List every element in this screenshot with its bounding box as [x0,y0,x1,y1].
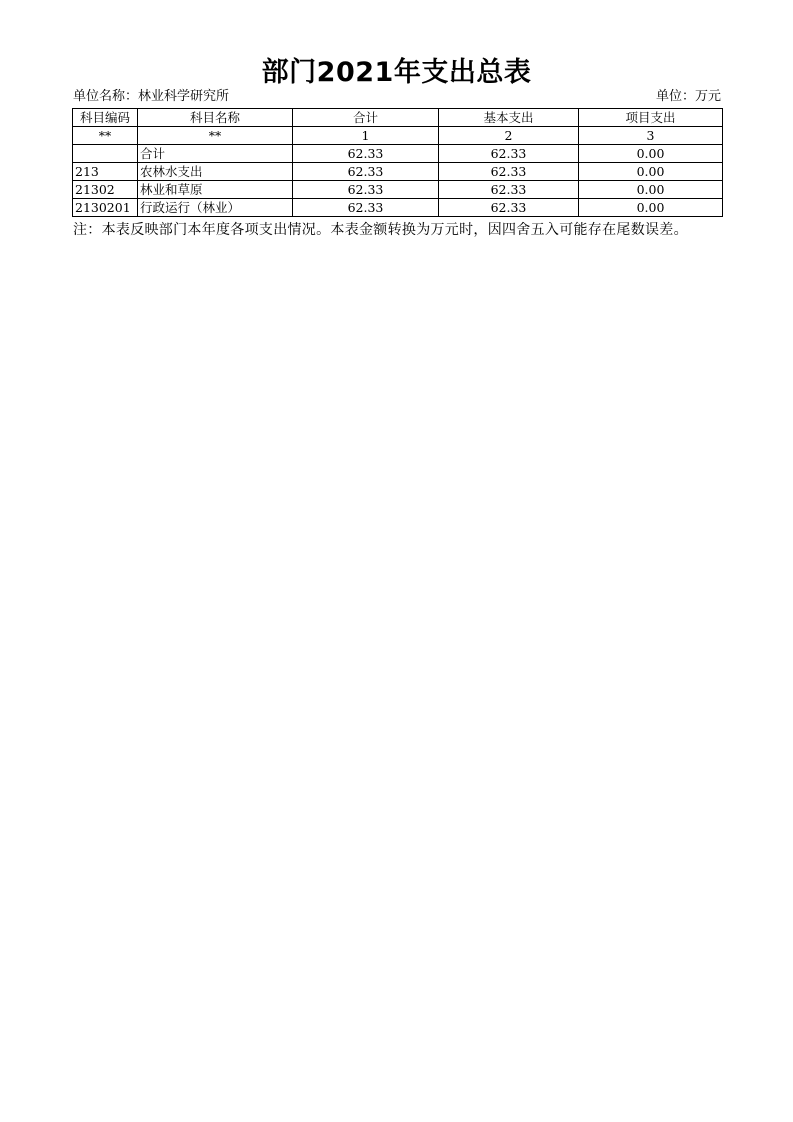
footnote: 注：本表反映部门本年度各项支出情况。本表金额转换为万元时，因四舍五入可能存在尾数误差。 [73,222,688,238]
table-index-row [73,127,723,145]
header-total: 合计 [293,109,439,127]
expenditure-table [72,108,723,217]
table-cell: 62.33 [439,199,579,217]
table-cell: 62.33 [439,145,579,163]
table-cell: 1 [293,127,439,145]
table-row [73,163,723,181]
table-cell: 62.33 [293,145,439,163]
unit-name-label: 单位名称：林业科学研究所 [73,89,230,104]
table-cell: ** [138,127,293,145]
header-project-expenditure: 项目支出 [579,109,723,127]
table-cell: 21302 [73,181,138,199]
table-cell: 2 [439,127,579,145]
table-cell: 62.33 [439,181,579,199]
table-cell: 合计 [138,145,293,163]
table-row [73,181,723,199]
currency-unit-label: 单位：万元 [655,89,721,104]
table-cell: 213 [73,163,138,181]
table-cell: 林业和草原 [138,181,293,199]
table-cell: 0.00 [579,163,723,181]
table-cell: 行政运行（林业） [138,199,293,217]
table-row [73,199,723,217]
table-cell: 62.33 [293,181,439,199]
table-cell: 62.33 [293,199,439,217]
header-basic-expenditure: 基本支出 [439,109,579,127]
table-cell: ** [73,127,138,145]
table-cell [73,145,138,163]
unit-info-row [73,88,721,106]
table-header-row [73,109,723,127]
table-cell: 62.33 [293,163,439,181]
table-cell: 2130201 [73,199,138,217]
header-subject-code: 科目编码 [73,109,138,127]
table-cell: 0.00 [579,199,723,217]
table-cell: 0.00 [579,145,723,163]
table-cell: 0.00 [579,181,723,199]
table-cell: 3 [579,127,723,145]
table-cell: 62.33 [439,163,579,181]
table-cell: 农林水支出 [138,163,293,181]
page-title: 部门2021年支出总表 [261,57,532,88]
table-row [73,145,723,163]
header-subject-name: 科目名称 [138,109,293,127]
